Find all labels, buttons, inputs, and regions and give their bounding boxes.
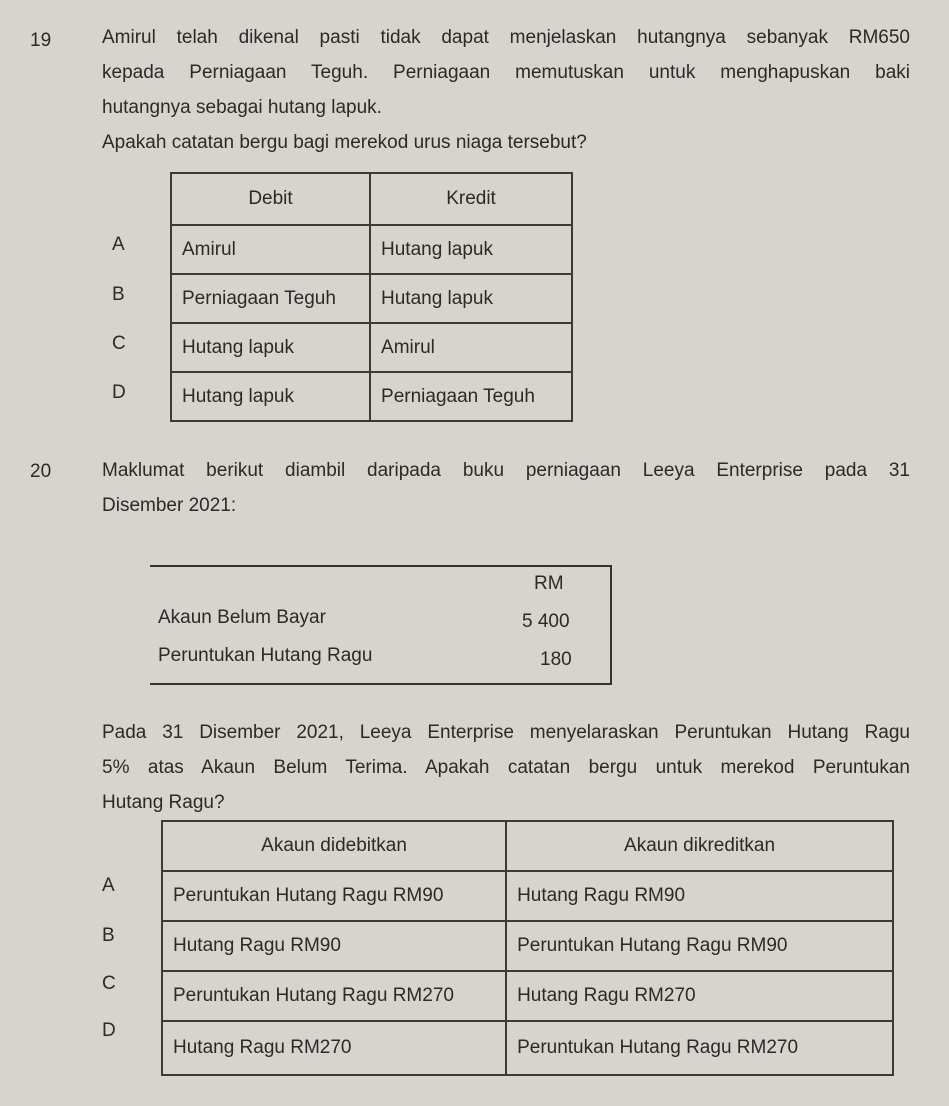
table-row[interactable] — [171, 225, 572, 274]
q20-line-2: 5% atas Akaun Belum Terima. Apakah catatan bergu untuk merekod Peruntukan — [102, 757, 910, 778]
header-akaun-dikreditkan: Akaun dikreditkan — [506, 821, 893, 871]
question-number-20: 20 — [30, 461, 52, 482]
option-letter-a[interactable]: A — [102, 875, 115, 896]
q20-line-3: Hutang Ragu? — [102, 792, 225, 813]
debit-cell: Peruntukan Hutang Ragu RM90 — [162, 871, 506, 921]
question-19-text — [102, 20, 910, 160]
q19-options-table — [170, 172, 573, 422]
kredit-cell: Hutang lapuk — [370, 225, 572, 274]
q20-line-1: Pada 31 Disember 2021, Leeya Enterprise menyelaraskan Peruntukan Hutang Ragu — [102, 722, 910, 743]
q19-line-1: Amirul telah dikenal pasti tidak dapat menjelaskan hutangnya sebanyak RM650 — [102, 27, 910, 48]
q20-intro-line-2: Disember 2021: — [102, 495, 237, 516]
header-akaun-didebitkan: Akaun didebitkan — [162, 821, 506, 871]
table-row[interactable] — [162, 921, 893, 971]
account-info-box — [150, 565, 612, 685]
option-letter-c[interactable]: C — [102, 973, 116, 994]
option-letter-d[interactable]: D — [112, 382, 126, 403]
info-value: 180 — [540, 649, 572, 670]
currency-header: RM — [534, 573, 564, 594]
option-letter-b[interactable]: B — [102, 925, 115, 946]
debit-cell: Hutang Ragu RM90 — [162, 921, 506, 971]
option-letter-c[interactable]: C — [112, 333, 126, 354]
table-row[interactable] — [171, 274, 572, 323]
header-kredit: Kredit — [370, 173, 572, 225]
question-20-intro — [102, 453, 910, 523]
kredit-cell: Hutang lapuk — [370, 274, 572, 323]
question-number-19: 19 — [30, 30, 52, 51]
q20-options-table — [161, 820, 894, 1076]
debit-cell: Hutang lapuk — [171, 372, 370, 421]
table-row[interactable] — [162, 971, 893, 1021]
table-row[interactable] — [162, 1021, 893, 1075]
kredit-cell: Hutang Ragu RM90 — [506, 871, 893, 921]
header-debit: Debit — [171, 173, 370, 225]
table-row[interactable] — [171, 372, 572, 421]
debit-cell: Hutang lapuk — [171, 323, 370, 372]
option-letter-b[interactable]: B — [112, 284, 125, 305]
debit-cell: Amirul — [171, 225, 370, 274]
debit-cell: Perniagaan Teguh — [171, 274, 370, 323]
option-letter-d[interactable]: D — [102, 1020, 116, 1041]
q20-intro-line-1: Maklumat berikut diambil daripada buku perniagaan Leeya Enterprise pada 31 — [102, 460, 910, 481]
option-letter-a[interactable]: A — [112, 234, 125, 255]
q19-line-2: kepada Perniagaan Teguh. Perniagaan memutuskan untuk menghapuskan baki — [102, 62, 910, 83]
kredit-cell: Peruntukan Hutang Ragu RM270 — [506, 1021, 893, 1075]
table-row[interactable] — [162, 871, 893, 921]
kredit-cell: Amirul — [370, 323, 572, 372]
info-label: Peruntukan Hutang Ragu — [158, 645, 373, 666]
debit-cell: Hutang Ragu RM270 — [162, 1021, 506, 1075]
question-20-text — [102, 715, 910, 820]
info-label: Akaun Belum Bayar — [158, 607, 326, 628]
kredit-cell: Hutang Ragu RM270 — [506, 971, 893, 1021]
q19-line-3: hutangnya sebagai hutang lapuk. — [102, 97, 382, 118]
q19-line-4: Apakah catatan bergu bagi merekod urus niaga tersebut? — [102, 132, 587, 153]
kredit-cell: Perniagaan Teguh — [370, 372, 572, 421]
kredit-cell: Peruntukan Hutang Ragu RM90 — [506, 921, 893, 971]
info-value: 5 400 — [522, 611, 570, 632]
debit-cell: Peruntukan Hutang Ragu RM270 — [162, 971, 506, 1021]
table-row[interactable] — [171, 323, 572, 372]
